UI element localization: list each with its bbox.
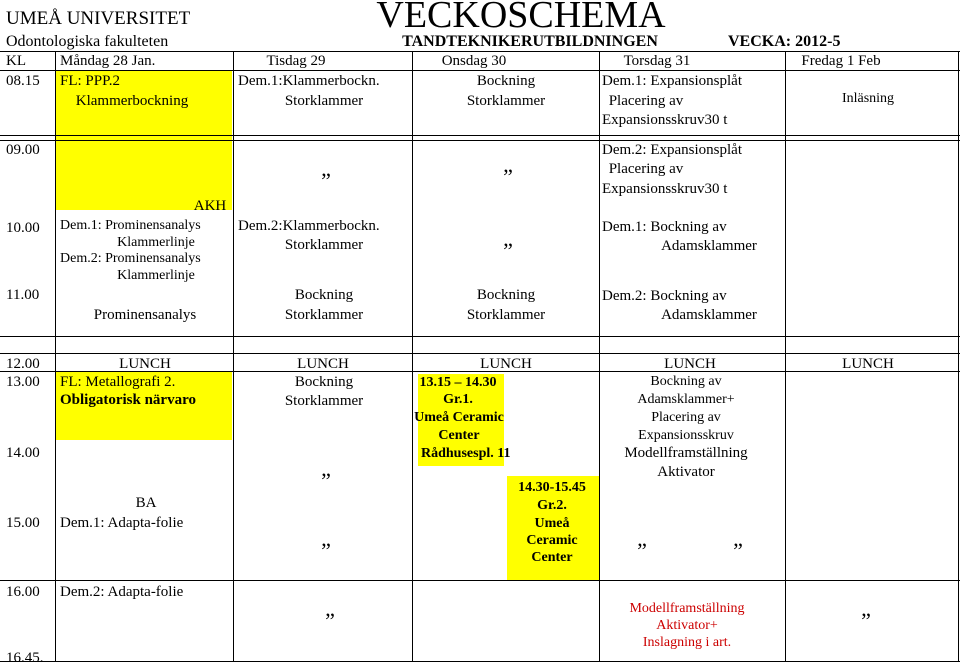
- wednesday-gr2-umea: Umeå: [534, 516, 570, 531]
- thursday-placering-2: Placering av: [608, 161, 684, 177]
- wednesday-bockning-1: Bockning: [476, 73, 536, 89]
- thursday-expskruv-2: Expansionsskruv30 t: [602, 181, 728, 197]
- monday-fl-ppp: FL: PPP.2: [60, 73, 121, 89]
- lunch-tuesday: LUNCH: [297, 356, 349, 372]
- thursday-adamsklammer-2: Adamsklammer: [661, 307, 757, 323]
- col-header-time: KL: [6, 53, 26, 69]
- monday-fl-metallografi: FL: Metallografi 2.: [60, 374, 176, 390]
- tuesday-storklammer-1: Storklammer: [284, 93, 364, 109]
- time-1400: 14.00: [6, 445, 40, 461]
- monday-klammerlinje-1: Klammerlinje: [117, 235, 195, 250]
- col-header-tuesday: Tisdag 29: [266, 53, 326, 69]
- monday-dem2-adapta: Dem.2: Adapta-folie: [60, 584, 184, 600]
- wednesday-storklammer-1: Storklammer: [466, 93, 546, 109]
- time-1645: 16.45.: [6, 650, 44, 666]
- col-sep-time: [55, 51, 56, 661]
- wednesday-radhusespl: Rådhusespl. 11: [421, 446, 511, 461]
- thursday-bockning-av: Bockning av: [650, 374, 722, 389]
- time-1200: 12.00: [6, 356, 40, 372]
- monday-obligatorisk: Obligatorisk närvaro: [60, 392, 196, 408]
- thursday-adamsklammer-1: Adamsklammer: [661, 238, 757, 254]
- monday-ba: BA: [135, 495, 157, 511]
- wednesday-gr1-umea-ceramic: Umeå Ceramic: [414, 410, 504, 425]
- wednesday-gr2-center: Center: [531, 550, 573, 565]
- thursday-dem1-bockning: Dem.1: Bockning av: [602, 219, 727, 235]
- wednesday-gr1-center: Center: [438, 428, 480, 443]
- time-1100: 11.00: [6, 287, 40, 303]
- wednesday-storklammer-2: Storklammer: [466, 307, 546, 323]
- lunch-friday: LUNCH: [842, 356, 894, 372]
- tuesday-ditto-2: „: [321, 456, 331, 481]
- tuesday-ditto-3: „: [321, 526, 331, 551]
- wednesday-gr2: Gr.2.: [537, 498, 567, 513]
- monday-dem1-adapta: Dem.1: Adapta-folie: [60, 515, 184, 531]
- page-title: VECKOSCHEMA: [376, 0, 666, 36]
- thursday-placering-1: Placering av: [608, 93, 684, 109]
- tuesday-dem1-klammer: Dem.1:Klammerbockn.: [238, 73, 380, 89]
- col-sep-thu: [785, 51, 786, 661]
- monday-prominensanalys: Prominensanalys: [93, 307, 197, 323]
- time-1600: 16.00: [6, 584, 40, 600]
- lunch-monday: LUNCH: [119, 356, 171, 372]
- thursday-aktivator: Aktivator: [657, 464, 715, 480]
- line-before-lunch: [0, 336, 960, 337]
- line-bottom: [0, 661, 960, 662]
- line-afternoon: [0, 580, 960, 581]
- wednesday-ditto-1: „: [503, 152, 513, 177]
- thursday-aktivator-red: Aktivator+: [656, 618, 718, 633]
- wednesday-gr2-ceramic: Ceramic: [526, 533, 578, 548]
- tuesday-dem2-klammer: Dem.2:Klammerbockn.: [238, 218, 380, 234]
- col-sep-mon: [233, 51, 234, 661]
- tuesday-ditto-4: „: [325, 596, 335, 621]
- col-sep-tue: [412, 51, 413, 661]
- university-name: UMEÅ UNIVERSITET: [6, 8, 191, 29]
- line-below-days: [0, 70, 960, 71]
- thursday-inslagning-red: Inslagning i art.: [642, 635, 732, 650]
- tuesday-storklammer-2: Storklammer: [284, 237, 364, 253]
- friday-inlasning: Inläsning: [841, 91, 895, 106]
- faculty-name: Odontologiska fakulteten: [6, 33, 169, 50]
- wednesday-gr1: Gr.1.: [443, 392, 473, 407]
- wednesday-gr2-time: 14.30-15.45: [518, 480, 586, 495]
- time-1300: 13.00: [6, 374, 40, 390]
- monday-akh: AKH: [193, 198, 227, 214]
- thursday-dem2-expansion: Dem.2: Expansionsplåt: [602, 142, 742, 158]
- col-header-wednesday: Onsdag 30: [441, 53, 507, 69]
- thursday-placering-3: Placering av: [651, 410, 721, 425]
- program-name: TANDTEKNIKERUTBILDNINGEN: [402, 33, 658, 50]
- tuesday-storklammer-4: Storklammer: [284, 393, 364, 409]
- week-label: VECKA: 2012-5: [728, 33, 841, 50]
- col-sep-fri: [958, 51, 959, 661]
- monday-klammerbockning: Klammerbockning: [75, 93, 189, 109]
- lunch-wednesday: LUNCH: [480, 356, 532, 372]
- thursday-dem2-bockning: Dem.2: Bockning av: [602, 288, 727, 304]
- thursday-ditto-1: „: [637, 526, 647, 551]
- time-1000: 10.00: [6, 220, 40, 236]
- col-header-monday: Måndag 28 Jan.: [60, 53, 156, 69]
- thursday-modellframstallning: Modellframställning: [624, 445, 748, 461]
- thursday-expskruv-1: Expansionsskruv30 t: [602, 112, 728, 128]
- tuesday-bockning-4: Bockning: [294, 374, 354, 390]
- time-1500: 15.00: [6, 515, 40, 531]
- time-0815: 08.15: [6, 73, 40, 89]
- wednesday-bockning-2: Bockning: [476, 287, 536, 303]
- time-0900: 09.00: [6, 142, 40, 158]
- lunch-thursday: LUNCH: [664, 356, 716, 372]
- line-morning-block-2: [0, 140, 960, 141]
- col-sep-wed: [599, 51, 600, 661]
- monday-dem2-prominensanalys: Dem.2: Prominensanalys: [60, 251, 201, 266]
- line-lunch-top: [0, 353, 960, 354]
- monday-dem1-prominensanalys: Dem.1: Prominensanalys: [60, 218, 201, 233]
- tuesday-storklammer-3: Storklammer: [284, 307, 364, 323]
- wednesday-ditto-2: „: [503, 226, 513, 251]
- col-header-thursday: Torsdag 31: [623, 53, 691, 69]
- monday-klammerlinje-2: Klammerlinje: [117, 268, 195, 283]
- friday-ditto-1: „: [861, 596, 871, 621]
- wednesday-gr1-time: 13.15 – 14.30: [419, 375, 497, 390]
- thursday-modellframstallning-red: Modellframställning: [629, 601, 745, 616]
- thursday-dem1-expansion: Dem.1: Expansionsplåt: [602, 73, 742, 89]
- thursday-expskruv-3: Expansionsskruv: [638, 428, 734, 443]
- thursday-adamsklammer-plus: Adamsklammer+: [637, 392, 735, 407]
- col-header-friday: Fredag 1 Feb: [801, 53, 881, 69]
- tuesday-bockning-3: Bockning: [294, 287, 354, 303]
- tuesday-ditto-1: „: [321, 156, 331, 181]
- line-morning-block: [0, 135, 960, 136]
- thursday-ditto-2: „: [733, 526, 743, 551]
